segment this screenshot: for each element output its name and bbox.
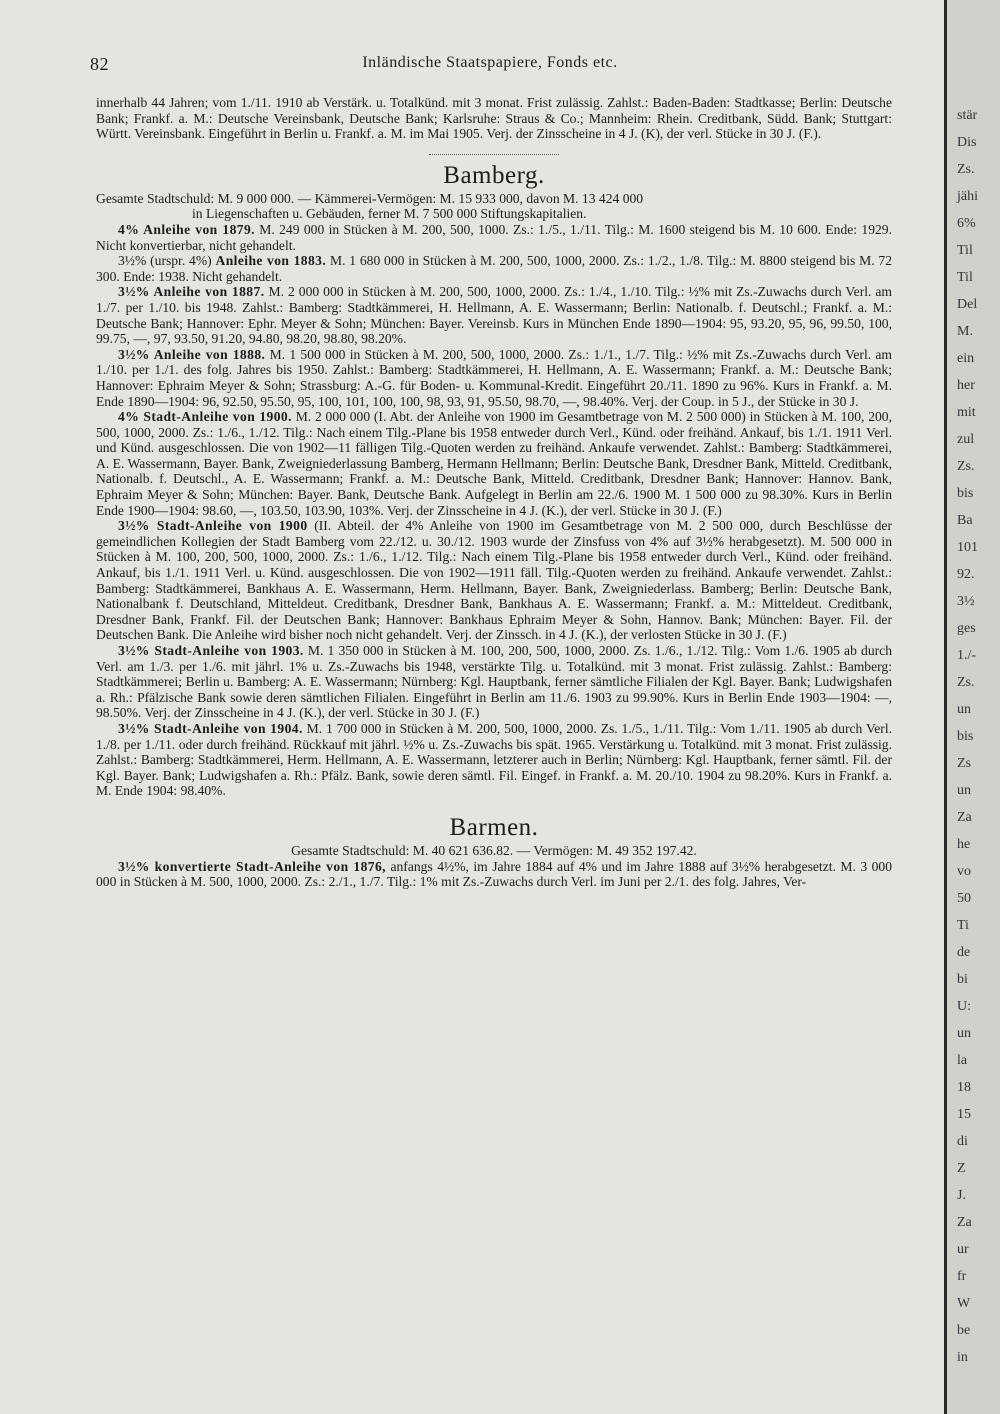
debt-summary [96,191,892,222]
adjacent-page-fragment: la [957,1053,968,1068]
adjacent-page-fragment: 50 [957,891,971,906]
adjacent-page-fragment: ur [957,1242,969,1257]
loan-entry [96,409,892,518]
section-title: Barmen. [449,813,539,841]
adjacent-page-fragment: Ti [957,918,969,933]
adjacent-page-fragment: un [957,702,971,717]
adjacent-page-fragment: un [957,783,971,798]
adjacent-page-fragment: 3½ [957,594,975,609]
loan-entry [96,253,892,284]
loan-heading: 4% Stadt-Anleihe von 1900. [118,409,292,425]
page-content [96,95,892,890]
debt-line: Gesamte Stadtschuld: M. 9 000 000. — Kämmerei-Vermögen: M. 15 933 000, davon M. 13 424 000 [96,190,644,206]
adjacent-page-fragment: 92. [957,567,975,582]
loan-body: M. 1 500 000 in Stücken à M. 200, 500, 1000, 2000. Zs.: 1./1., 1./7. Tilg.: ½% mit Zs.-Zuwachs durch Verl. am 1./10. per 1./1. des folg. Jahres bis 1950. Zahlst.: Bamberg: Stadtkämmerei, H. Hellmann, A. E. Wassermann; Frankf. a. M.: Deutsche Bank; Hannover: Ephraim Meyer & Sohn; Strassburg: A.-G. für Boden- u. Kommunal-Kredit. Eingeführt 20./11. 1890 zu 96%. Kurs in Frankf. a. M. Ende 1890—1904: 96, 92.50, 95.50, 95, 100, 101, 100, 100, 98, 93, 91, 95.50, 98.70, —, 98.40%. Verj. der Coup. in 5 J., der Stücke in 30 J. [96,346,892,409]
adjacent-page-fragment: Til [957,243,973,258]
loan-entry [96,284,892,346]
loan-heading: 3½% konvertierte Stadt-Anleihe von 1876, [118,858,386,874]
adjacent-page-fragment: bi [957,972,968,987]
adjacent-page-fragment: 101 [957,540,978,555]
loan-body: anfangs 4½%, im Jahre 1884 auf 4% und im Jahre 1888 auf 3½% herabgesetzt. M. 3 000 000 in Stücken à M. 500, 1000, 2000. Zs.: 2./1., 1./7. Tilg.: 1% mit Zs.-Zuwachs durch Verl. im Juni per 2./1. des folg. Jahres, Ver- [96,858,893,890]
adjacent-page-edge [944,0,1000,1414]
adjacent-page-fragment: Zs. [957,459,975,474]
adjacent-page-fragment: Za [957,1215,972,1230]
loan-heading: 3½% Stadt-Anleihe von 1904. [118,720,303,736]
adjacent-page-fragment: bis [957,486,974,501]
adjacent-page-fragment: jähi [957,189,978,204]
adjacent-page-fragment: ges [957,621,976,636]
adjacent-page-fragment: un [957,1026,971,1041]
section-title: Bamberg. [443,161,545,189]
adjacent-page-fragment: 6% [957,216,976,231]
loan-body: M. 1 680 000 in Stücken à M. 200, 500, 1000, 2000. Zs.: 1./2., 1./8. Tilg.: M. 8800 steigend bis M. 72 300. Ende: 1938. Nicht gehandelt. [96,253,892,284]
adjacent-page-fragment: bis [957,729,974,744]
page-number: 82 [90,54,109,74]
loan-body: M. 1 700 000 in Stücken à M. 200, 500, 1000, 2000. Zs. 1./5., 1./11. Tilg.: Vom 1./11. 1905 ab durch Verl. 1./8. per 1./11. oder durch freihänd. Rückkauf mit jährl. ½% u. Zs.-Zuwachs bis spät. 1965. Verstärkung u. Totalkünd. mit 3 monat. Frist zulässig. Zahlst.: Bamberg: Stadtkämmerei, Herm. Hellmann, A. E. Wassermann, letzterer auch in Berlin; Nürnberg: Kgl. Hauptbank, ferner sämtl. Fil. der Kgl. Bayer. Bank; Ludwigshafen a. Rh.: Pfälz. Bank, sowie deren sämtl. Fil. Eingef. in Frankf. a. M. 20./10. 1904 zu 98.20%. Kurs in Frankf. a. M. Ende 1904: 98.40%. [96,720,892,799]
adjacent-page-fragment: ein [957,351,975,366]
adjacent-page-fragment: Zs. [957,162,975,177]
debt-line: Gesamte Stadtschuld: M. 40 621 636.82. — Vermögen: M. 49 352 197.42. [291,842,697,858]
adjacent-page-fragment: Dis [957,135,977,150]
debt-line: in Liegenschaften u. Gebäuden, ferner M. 7 500 000 Stiftungskapitalien. [192,206,587,222]
loan-entry [96,347,892,409]
adjacent-page-fragment: Del [957,297,978,312]
adjacent-page-fragment: he [957,837,971,852]
loan-body: M. 2 000 000 (I. Abt. der Anleihe von 1900 im Gesamtbetrage von M. 2 500 000) in Stücken à M. 100, 200, 500, 1000, 2000. Zs.: 1./6., 1./12. Tilg.: Nach einem Tilg.-Plane bis 1958 entweder durch Verl., Künd. oder freihänd. Ankauf, bis 1./1. 1911 Verl. und Künd. ausgeschlossen. Die von 1902—11 fälligen Tilg.-Quoten werden zu freihänd. Ankaufe verwendet. Zahlst.: Bamberg: Stadtkämmerei, A. E. Wassermann, Bayer. Bank, Zweigniederlassung Bamberg, Hermann Hellmann; Berlin: Deutsche Bank, Dresdner Bank, Mitteld. Creditbank, Nationalb. f. Deutschl., A. E. Wassermann; Frankf. a. M.: Deutsche Bank, Mitteld. Creditbank, Dresdner Bank; Hannover: Hannov. Bank, Ephraim Meyer & Sohn; München: Bayer. Bank, Deutsche Bank. Aufgelegt in Berlin am 22./6. 1900 M. 1 500 000 zu 98.30%. Kurs in Berlin Ende 1900—1904: 98.60, —, 103.50, 103.90, 103%. Verj. der Zinsscheine in 4 J. (K.), der verl. Stücke in 30 J. (F.) [96,409,892,518]
section-bamberg [96,161,892,799]
loan-body: M. 2 000 000 in Stücken à M. 200, 500, 1000, 2000. Zs.: 1./4., 1./10. Tilg.: ½% mit Zs.-Zuwachs durch Verl. am 1./7. per 1./10. bis 1948. Zahlst.: Bamberg: Stadtkämmerei, H. Hellmann, A. E. Wassermann; Berlin: Nationalb. f. Deutschl.; Frankf. a. M.: Deutsche Bank; Hannover: Ephr. Meyer & Sohn; München: Bayer. Vereinsb. Kurs in München Ende 1890—1904: 95, 93.20, 95, 96, 99.50, 100, 99.75, —, 97, 93.50, 91.20, 94.80, 98.20, 98.80, 98.20%. [96,284,893,347]
adjacent-page-fragment: Ba [957,513,973,528]
loan-heading: 3½% Anleihe von 1887. [118,284,265,300]
debt-summary [96,843,892,859]
adjacent-page-fragment: W [957,1296,971,1311]
adjacent-page-fragment: Til [957,270,973,285]
loan-entry [96,859,892,890]
loan-heading: 3½% Anleihe von 1888. [118,346,266,362]
loan-entry [96,518,892,643]
adjacent-page-fragment: in [957,1350,968,1365]
adjacent-page-fragment: 15 [957,1107,971,1122]
section-barmen [96,813,892,890]
adjacent-page-fragment: di [957,1134,968,1149]
loan-entry-list [96,222,892,799]
loan-heading: 4% Anleihe von 1879. [118,221,255,237]
loan-body: (II. Abteil. der 4% Anleihe von 1900 im Gesamtbetrage von M. 2 500 000, durch Beschlüsse der gemeindlichen Kollegien der Stadt Bamberg vom 22./12. u. 30./12. 1903 wurde der Zinsfuss von 4% auf 3½% herabgesetzt). M. 500 000 in Stücken à M. 100, 200, 500, 1000, 2000. Zs.: 1./6., 1./12. Tilg.: Nach einem Tilg.-Plane bis 1958 entweder durch Verl., Künd. oder freihänd. Ankauf, bis 1./1. 1911 Verl. u. Künd. ausgeschlossen. Die von 1902—1911 fäll. Tilg.-Quoten werden zu freihänd. Ankaufe verwendet. Zahlst.: Bamberg: Stadtkämmerei, Bankhaus A. E. Wassermann, Herm. Hellmann, Bayer. Bank, Zweigniederlass. Bamberg; Berlin: Deutsche Bank, Nationalbank f. Deutschland, Mitteldeut. Creditbank, Dresdner Bank, Bankhaus A. E. Wassermann; Frankf. a. M.: Mitteldeut. Creditbank, Dresdner Bank, Frankf. Fil. der Deutschen Bank; Hannover: Bankhaus Ephraim Meyer & Sohn, Hannov. Bank; München: Bayer. Fil. der Deutschen Bank. Die Anleihe wird bisher noch nicht gehandelt. Verj. der Zinssch. in 4 J. (K.), der verlosten Stücke in 30 J. (F.) [96,518,892,643]
loan-entry-list [96,859,892,890]
running-header [90,54,890,76]
adjacent-page-fragment: her [957,378,975,393]
loan-entry [96,222,892,253]
loan-heading: Anleihe von 1883. [215,253,327,269]
adjacent-page-fragment: Za [957,810,972,825]
loan-entry [96,643,892,721]
adjacent-page-fragment: de [957,945,971,960]
loan-heading: 3½% Stadt-Anleihe von 1903. [118,643,304,658]
intro-paragraph: innerhalb 44 Jahren; vom 1./11. 1910 ab Verstärk. u. Totalkünd. mit 3 monat. Frist zulässig. Zahlst.: Baden-Baden: Stadtkasse; Berlin: Deutsche Bank; Frankf. a. M.: Deutsche Vereinsbank, Deutsche Bank; Karlsruhe: Straus & Co.; Mannheim: Rhein. Creditbank, Südd. Bank; Stuttgart: Württ. Vereinsbank. Eingeführt in Berlin u. Frankf. a. M. im Mai 1905. Verj. der Zinsscheine in 4 J. (K), der verl. Stücke in 30 J. (F.). [96,95,892,142]
adjacent-page-fragment: vo [957,864,971,879]
loan-body: M. 249 000 in Stücken à M. 200, 500, 1000. Zs.: 1./5., 1./11. Tilg.: M. 1600 steigend bis M. 10 600. Ende: 1929. Nicht konvertierbar, nicht gehandelt. [96,221,892,253]
adjacent-page-fragment: 1./- [957,648,977,663]
spacer [96,799,892,807]
loan-entry [96,721,892,799]
loan-body: M. 1 350 000 in Stücken à M. 100, 200, 500, 1000, 2000. Zs. 1./6., 1./12. Tilg.: Vom 1./6. 1905 ab durch Verl. am 1./3. per 1./6. mit jährl. 1% u. Zs.-Zuwachs bis 1948, verstärkte Tilg. u. Totalkünd. mit 3 monat. Frist zulässig. Zahlst.: Bamberg: Stadtkämmerei; Berlin u. Bamberg: A. E. Wassermann; Nürnberg: Kgl. Hauptbank, ferner sämtliche Filialen der Kgl. Bayer. Bank; Ludwigshafen a. Rh.: Pfälzische Bank sowie deren sämtlichen Filialen. Eingeführt in Berlin am 11./6. 1903 zu 99.90%. Kurs in Berlin Ende 1903—1904: —, 98.50%. Verj. der Zinsscheine in 4 J. (K.), der verl. Stücke in 30 J. (F.) [96,643,892,721]
adjacent-page-fragment: J. [957,1188,966,1203]
adjacent-page-fragment: Zs. [957,675,975,690]
adjacent-page-fragment: 18 [957,1080,971,1095]
adjacent-page-fragment: mit [957,405,976,420]
section-divider [429,154,559,155]
adjacent-page-fragment: Zs [957,756,971,771]
adjacent-page-fragment: M. [957,324,973,339]
adjacent-page-fragment: Z [957,1161,966,1176]
running-title: Inländische Staatspapiere, Fonds etc. [362,54,618,71]
adjacent-page-fragment: fr [957,1269,967,1284]
loan-heading: 3½% Stadt-Anleihe von 1900 [118,518,308,534]
adjacent-page-fragment: be [957,1323,971,1338]
adjacent-page-fragment: stär [957,108,978,123]
adjacent-page-fragment: zul [957,432,975,447]
adjacent-page-fragment: U: [957,999,971,1014]
loan-prefix: 3½% (urspr. 4%) [118,253,216,269]
